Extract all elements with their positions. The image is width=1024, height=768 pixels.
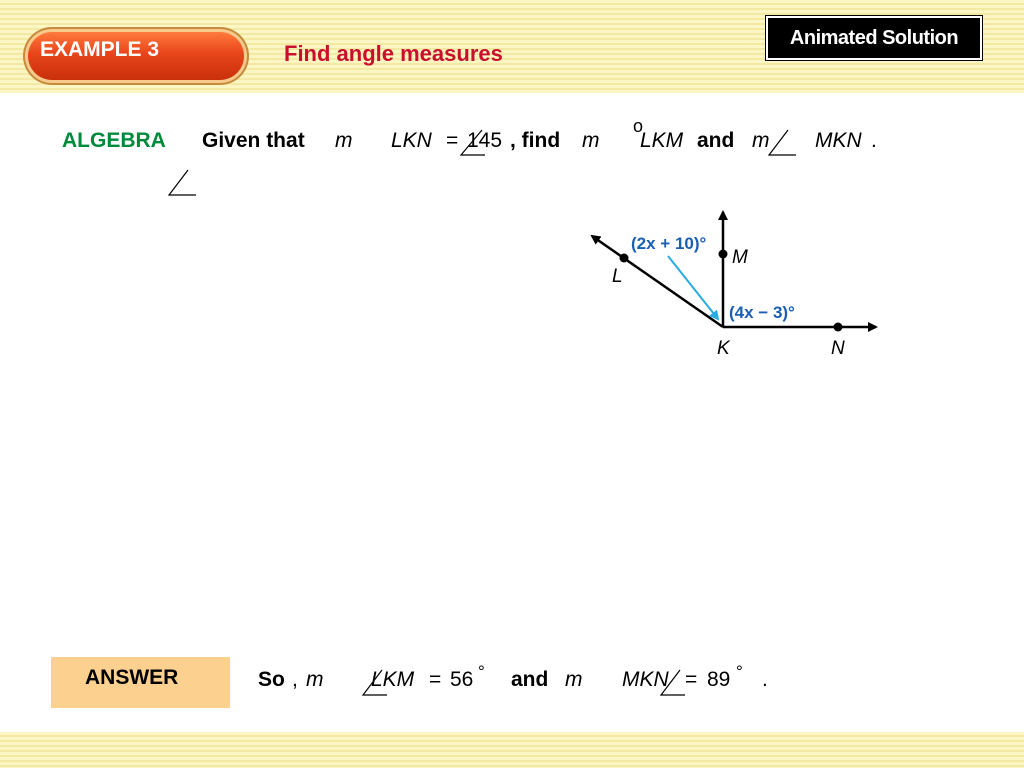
measure-m-answer-2: m [565, 668, 583, 691]
angle-name-lkn: LKN [391, 129, 432, 152]
animated-solution-button[interactable] [766, 16, 982, 60]
angle-name-mkn: MKN [815, 129, 862, 152]
angle-symbol-icon [658, 668, 686, 698]
equals-sign: = [446, 129, 459, 152]
angle-symbol-icon [766, 128, 798, 158]
label-l: L [612, 266, 623, 287]
algebra-label: ALGEBRA [62, 129, 166, 152]
animated-solution-label: Animated Solution [789, 27, 959, 49]
period-answer: . [762, 668, 768, 691]
page-title: Find angle measures [284, 41, 503, 66]
given-that-text: Given that [202, 129, 305, 152]
pointer-arrow [668, 256, 718, 319]
expr-lkm: (2x + 10)° [631, 234, 707, 253]
so-text: So [258, 668, 285, 691]
label-k: K [717, 338, 730, 359]
footer-band [0, 732, 1024, 768]
measure-m-3: m [752, 129, 770, 152]
expr-mkn: (4x − 3)° [729, 303, 795, 322]
measure-m-answer-1: m [306, 668, 324, 691]
angle-symbol-icon [458, 128, 486, 158]
label-m: M [732, 247, 748, 268]
angle-name-lkm-answer: LKM [371, 668, 415, 691]
answer-label: ANSWER [85, 666, 179, 689]
equals-sign-1: = [429, 668, 442, 691]
example-label: EXAMPLE 3 [40, 38, 160, 61]
point-n [834, 323, 843, 332]
angle-name-mkn-answer: MKN [622, 668, 669, 691]
measure-m-1: m [335, 129, 353, 152]
angle-name-lkm: LKM [640, 129, 684, 152]
degree-symbol: o [633, 116, 644, 136]
label-n: N [831, 338, 845, 359]
point-l [620, 254, 629, 263]
point-m [719, 250, 728, 259]
angle-diagram [580, 200, 890, 370]
measure-m-2: m [582, 129, 600, 152]
answer-value-2: 89 [707, 668, 731, 691]
period: . [871, 129, 877, 152]
degree-2: ° [736, 662, 743, 681]
comma: , [292, 668, 298, 691]
given-value: 145 [467, 129, 503, 152]
answer-value-1: 56 [450, 668, 474, 691]
find-text: , find [510, 129, 561, 152]
and-text-answer: and [511, 668, 549, 691]
angle-symbol-icon [166, 168, 198, 198]
degree-1: ° [478, 662, 485, 681]
and-text: and [697, 129, 735, 152]
equals-sign-2: = [685, 668, 698, 691]
angle-symbol-icon [360, 668, 388, 698]
